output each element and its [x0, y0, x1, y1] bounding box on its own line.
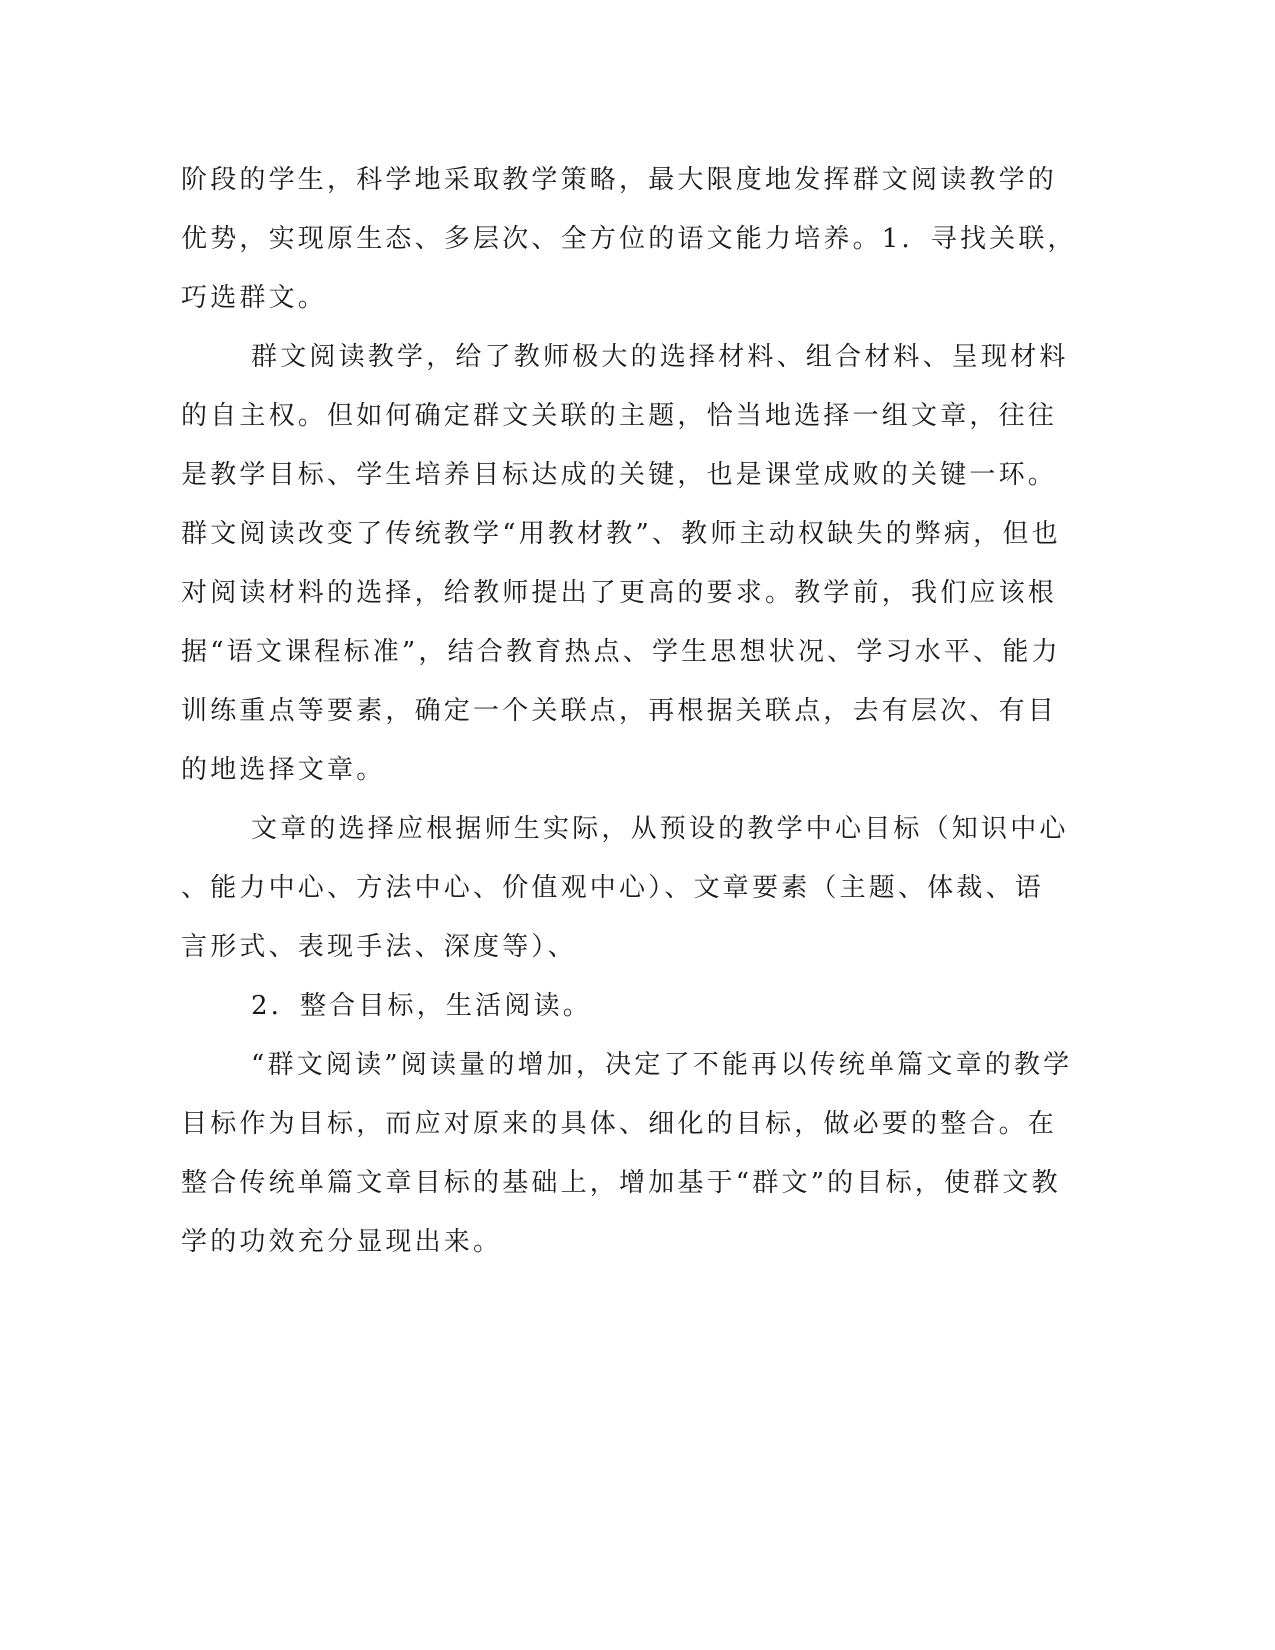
text-line-13: 、能力中心、方法中心、价值观中心）、文章要素（主题、体裁、语: [181, 873, 1045, 903]
text-line-10: 训练重点等要素，确定一个关联点，再根据关联点，去有层次、有目: [181, 696, 1058, 726]
text-line-14: 言形式、表现手法、深度等）、: [181, 932, 577, 962]
text-line-7: 群文阅读改变了传统教学“用教材教”、教师主动权缺失的弊病，但也: [181, 519, 1061, 549]
text-line-19: 学的功效充分显现出来。: [181, 1227, 503, 1257]
text-line-8: 对阅读材料的选择，给教师提出了更高的要求。教学前，我们应该根: [181, 578, 1058, 608]
text-line-9: 据“语文课程标准”，结合教育热点、学生思想状况、学习水平、能力: [181, 637, 1061, 667]
text-line-16: “群文阅读”阅读量的增加，决定了不能再以传统单篇文章的教学: [251, 1050, 1073, 1080]
text-line-5: 的自主权。但如何确定群文关联的主题，恰当地选择一组文章，往往: [181, 401, 1058, 431]
text-line-1: 阶段的学生，科学地采取教学策略，最大限度地发挥群文阅读教学的: [181, 165, 1058, 195]
text-line-6: 是教学目标、学生培养目标达成的关键，也是课堂成败的关键一环。: [181, 460, 1058, 490]
text-line-4: 群文阅读教学，给了教师极大的选择材料、组合材料、呈现材料: [251, 342, 1069, 372]
text-line-18: 整合传统单篇文章目标的基础上，增加基于“群文”的目标，使群文教: [181, 1168, 1061, 1198]
text-line-15: 2．整合目标，生活阅读。: [251, 991, 592, 1021]
text-line-3: 巧选群文。: [181, 283, 328, 313]
text-line-12: 文章的选择应根据师生实际，从预设的教学中心目标（知识中心: [251, 814, 1069, 844]
text-line-11: 的地选择文章。: [181, 755, 386, 785]
text-line-2: 优势，实现原生态、多层次、全方位的语文能力培养。1．寻找关联，: [181, 224, 1077, 254]
text-line-17: 目标作为目标，而应对原来的具体、细化的目标，做必要的整合。在: [181, 1109, 1058, 1139]
